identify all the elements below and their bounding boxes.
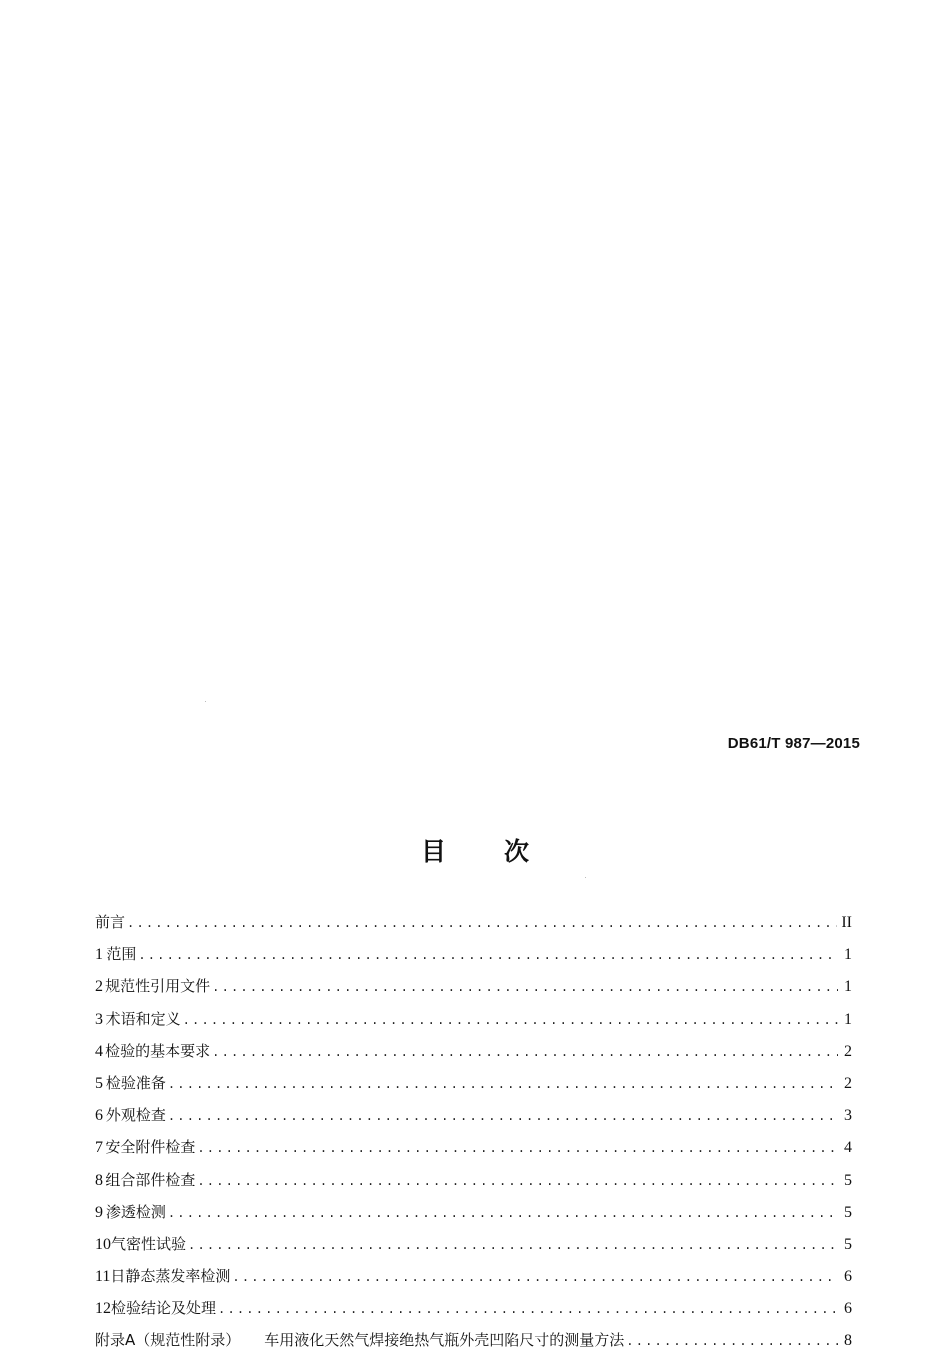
toc-entry-page: 5 xyxy=(844,1203,852,1221)
toc-entry-7[interactable] xyxy=(95,1136,852,1168)
toc-entry-label: 渗透检测 xyxy=(105,1202,166,1221)
toc-leader-dots xyxy=(127,916,837,930)
toc-title xyxy=(0,832,950,868)
toc-entry-number: 9 xyxy=(95,1203,103,1221)
toc-entry-label: 安全附件检查 xyxy=(105,1138,196,1157)
toc-entry-label: 车用液化天然气焊接绝热气瓶外壳凹陷尺寸的测量方法 xyxy=(264,1331,625,1350)
toc-entry-page: 5 xyxy=(844,1235,852,1253)
toc-entry-label: 前言 xyxy=(95,913,126,931)
toc-entry-11[interactable] xyxy=(95,1265,852,1297)
toc-entry-page: 2 xyxy=(844,1042,852,1060)
toc-entry-2[interactable] xyxy=(95,975,852,1007)
scan-speck xyxy=(585,877,586,878)
toc-leader-dots xyxy=(168,1109,838,1123)
toc-entry-page: II xyxy=(841,914,852,931)
toc-leader-dots xyxy=(197,1141,838,1155)
toc-leader-dots xyxy=(218,1302,838,1316)
toc-entry-3[interactable] xyxy=(95,1008,852,1040)
toc-entry-page: 8 xyxy=(844,1332,852,1350)
toc-title-char-1: 目 xyxy=(420,837,446,866)
toc-leader-dots xyxy=(168,1206,838,1220)
toc-entry-number: 12 xyxy=(95,1300,111,1318)
toc-entry-page: 1 xyxy=(844,946,852,964)
toc-entry-page: 1 xyxy=(844,1010,852,1028)
toc-leader-dots xyxy=(626,1334,838,1348)
toc-leader-dots xyxy=(168,1077,838,1091)
toc-entry-6[interactable] xyxy=(95,1104,852,1136)
toc-entry-5[interactable] xyxy=(95,1072,852,1104)
toc-entry-number: 3 xyxy=(95,1010,103,1028)
toc-entry-number: 6 xyxy=(95,1107,103,1125)
toc-entry-label: 术语和定义 xyxy=(105,1009,181,1028)
toc-entry-number: 7 xyxy=(95,1139,103,1157)
toc-entry-number: 8 xyxy=(95,1171,103,1189)
toc-entry-number: 2 xyxy=(95,978,103,996)
toc-entry-page: 6 xyxy=(844,1268,852,1286)
toc-entry-10[interactable] xyxy=(95,1233,852,1265)
toc-entry-number: 11 xyxy=(95,1268,111,1286)
toc-entry-page: 2 xyxy=(844,1074,852,1092)
toc-entry-label: 检验准备 xyxy=(105,1073,166,1092)
toc-entry-9[interactable] xyxy=(95,1201,852,1233)
toc-title-char-2: 次 xyxy=(504,837,530,866)
appendix-prefix: 附录A（规范性附录） xyxy=(95,1331,241,1350)
toc-entry-label: 组合部件检查 xyxy=(105,1170,196,1189)
standard-code: DB61/T 987—2015 xyxy=(727,735,860,752)
toc-entry-page: 6 xyxy=(844,1300,852,1318)
toc-entry-page: 3 xyxy=(844,1107,852,1125)
toc-entry-8[interactable] xyxy=(95,1169,852,1201)
toc-entry-number: 1 xyxy=(95,946,103,964)
toc-entry-4[interactable] xyxy=(95,1040,852,1072)
toc-entry-number: 4 xyxy=(95,1042,103,1060)
toc-leader-dots xyxy=(212,1045,838,1059)
toc-entry-number: 10 xyxy=(95,1235,111,1253)
toc-entry-page: 5 xyxy=(844,1171,852,1189)
toc-entry-label: 规范性引用文件 xyxy=(105,977,211,996)
toc-leader-dots xyxy=(138,948,838,962)
toc-leader-dots xyxy=(183,1013,838,1027)
toc-leader-dots xyxy=(197,1174,838,1188)
toc-entry-12[interactable] xyxy=(95,1297,852,1329)
toc-entry-label: 范围 xyxy=(106,945,137,964)
toc-entry-number: 5 xyxy=(95,1074,103,1092)
scan-speck xyxy=(205,701,206,702)
toc-leader-dots xyxy=(232,1270,838,1284)
toc-entry-page: 4 xyxy=(844,1139,852,1157)
toc-entry-label: 检验的基本要求 xyxy=(105,1041,211,1060)
toc-entry-label: 外观检查 xyxy=(105,1106,166,1125)
toc-entry-appendix-a[interactable] xyxy=(95,1329,852,1361)
toc-entry-label: 检验结论及处理 xyxy=(111,1299,217,1318)
table-of-contents xyxy=(95,911,852,1362)
toc-entry-label: 日静态蒸发率检测 xyxy=(110,1267,231,1286)
toc-leader-dots xyxy=(188,1238,838,1252)
toc-entry-1[interactable] xyxy=(95,943,852,975)
toc-leader-dots xyxy=(212,980,838,994)
toc-entry-preface[interactable] xyxy=(95,911,852,943)
toc-entry-page: 1 xyxy=(844,978,852,996)
toc-entry-label: 气密性试验 xyxy=(111,1234,187,1253)
